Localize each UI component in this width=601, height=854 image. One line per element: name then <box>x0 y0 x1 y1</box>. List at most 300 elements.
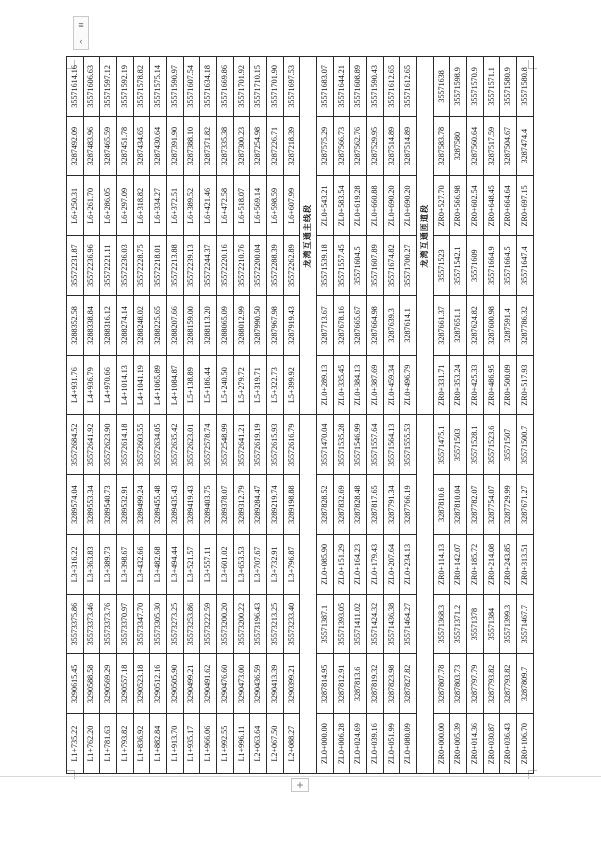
table-cell: L5+138.89 <box>183 355 200 415</box>
table-cell: 3290491.62 <box>200 654 217 714</box>
table-cell: 35571399.3 <box>500 594 517 654</box>
table-row <box>283 57 300 774</box>
table-row <box>67 57 84 774</box>
table-cell: 35571500.7 <box>517 415 534 475</box>
table-cell: 3287665.67 <box>350 296 367 356</box>
table-cell: ZR0+527.70 <box>433 176 450 236</box>
table-cell: 35573233.40 <box>283 594 300 654</box>
table-cell: 3287504.67 <box>500 116 517 176</box>
table-row <box>117 57 134 774</box>
table-cell: L3+389.73 <box>100 535 117 595</box>
table-cell: 35571614.16 <box>67 57 84 117</box>
table-cell: L4+970.66 <box>100 355 117 415</box>
table-cell: 35572228.75 <box>133 236 150 296</box>
menu-icon: ≡ <box>78 20 84 30</box>
table-cell: ZL0+234.13 <box>400 535 417 595</box>
table-cell: 35573347.70 <box>133 594 150 654</box>
table-cell: L3+796.87 <box>283 535 300 595</box>
table-cell: 3287814.95 <box>317 654 334 714</box>
table-cell: ZR0+214.08 <box>483 535 500 595</box>
table-cell: L1+913.70 <box>167 714 184 774</box>
table-cell: 3289435.43 <box>167 475 184 535</box>
table-cell: ZL0+690.20 <box>400 176 417 236</box>
table-cell: L3+653.53 <box>233 535 250 595</box>
table-cell: ZL0+207.64 <box>383 535 400 595</box>
table-cell: 35572684.52 <box>67 415 84 475</box>
table-cell: 35572220.16 <box>217 236 234 296</box>
table-cell: 35572641.21 <box>233 415 250 475</box>
add-page-button[interactable] <box>291 778 309 792</box>
table-row <box>200 57 217 774</box>
table-cell: ZR0+486.95 <box>483 355 500 415</box>
table-cell: 35573375.86 <box>67 594 84 654</box>
table-cell: 35573370.97 <box>117 594 134 654</box>
table-cell: 35571393.05 <box>333 594 350 654</box>
table-cell: 3289455.48 <box>150 475 167 535</box>
table-cell: L6+318.82 <box>133 176 150 236</box>
table-cell: 35571607.89 <box>367 236 384 296</box>
table-cell: 3287782.07 <box>467 475 484 535</box>
table-cell: L6+518.07 <box>233 176 250 236</box>
table-row <box>100 57 117 774</box>
table-cell: 3287451.78 <box>117 116 134 176</box>
table-cell: L4+931.76 <box>67 355 84 415</box>
table-cell: 35572614.18 <box>117 415 134 475</box>
table-cell: ZR0+114.13 <box>433 535 450 595</box>
table-cell: 35571542.1 <box>450 236 467 296</box>
table-cell: L3+316.22 <box>67 535 84 595</box>
table-cell: L5+322.73 <box>267 355 284 415</box>
table-cell: 35571371.2 <box>450 594 467 654</box>
table-cell: 35571664.5 <box>500 236 517 296</box>
table-cell: 35571387.1 <box>317 594 334 654</box>
table-cell: 3287827.82 <box>400 654 417 714</box>
table-cell: 35571557.45 <box>333 236 350 296</box>
table-cell: 35573305.30 <box>150 594 167 654</box>
table-cell: 3287754.07 <box>483 475 500 535</box>
table-row <box>133 57 150 774</box>
table-cell: 3290476.60 <box>217 654 234 714</box>
table-cell: 3287791.34 <box>383 475 400 535</box>
table-cell: ZL0+151.29 <box>333 535 350 595</box>
table-cell: ZL0+496.79 <box>400 355 417 415</box>
table-cell: 3287226.71 <box>267 116 284 176</box>
table-cell: ZR0+000.00 <box>433 714 450 774</box>
table-cell: ZR0+517.93 <box>517 355 534 415</box>
table-row <box>367 57 384 774</box>
table-cell: 35571669.86 <box>217 57 234 117</box>
table-cell: 3287300.23 <box>233 116 250 176</box>
table-cell: L6+286.05 <box>100 176 117 236</box>
table-cell: 35571467.7 <box>517 594 534 654</box>
table-cell: L6+421.46 <box>200 176 217 236</box>
table-cell: L1+793.82 <box>117 714 134 774</box>
table-cell: 3287919.43 <box>283 296 300 356</box>
table-cell: 35571590.43 <box>367 57 384 117</box>
table-cell: 35571701.92 <box>233 57 250 117</box>
table-cell: 35571674.82 <box>383 236 400 296</box>
table-cell: 35572221.11 <box>100 236 117 296</box>
coordinate-table <box>66 56 534 774</box>
table-cell: ZL0+179.43 <box>367 535 384 595</box>
table-row <box>83 57 100 774</box>
table-cell: L3+521.57 <box>183 535 200 595</box>
table-cell: 35571464.27 <box>400 594 417 654</box>
table-cell: ZL0+039.16 <box>367 714 384 774</box>
table-cell: L3+601.02 <box>217 535 234 595</box>
table-cell: 35571606.63 <box>83 57 100 117</box>
table-cell: 35572578.74 <box>200 415 217 475</box>
table-cell: 35572634.05 <box>150 415 167 475</box>
coordinate-table-body <box>67 57 534 774</box>
table-cell: 3290413.39 <box>267 654 284 714</box>
table-cell: 35573213.25 <box>267 594 284 654</box>
table-cell: 3290436.59 <box>250 654 267 714</box>
table-cell: L6+250.31 <box>67 176 84 236</box>
table-cell: ZR0+500.09 <box>500 355 517 415</box>
page-bottom-divider <box>0 776 601 777</box>
table-cell: ZR0+353.24 <box>450 355 467 415</box>
table-row <box>233 57 250 774</box>
table-cell: 35571424.32 <box>367 594 384 654</box>
table-cell: 35571411.02 <box>350 594 367 654</box>
table-cell: 3289532.91 <box>117 475 134 535</box>
table-cell: 3287566.73 <box>333 116 350 176</box>
table-cell: 3287793.82 <box>483 654 500 714</box>
table-cell: L3+363.83 <box>83 535 100 595</box>
table-cell: 3288225.65 <box>150 296 167 356</box>
table-cell: 3287807.78 <box>433 654 450 714</box>
table-cell: 3287671.27 <box>517 475 534 535</box>
table-cell: 35572619.19 <box>250 415 267 475</box>
table-row <box>500 57 517 774</box>
table-cell: 35571607.54 <box>183 57 200 117</box>
table-cell: ZR0+142.07 <box>450 535 467 595</box>
table-cell: ZR0+566.98 <box>450 176 467 236</box>
table-cell: ZL0+006.28 <box>333 714 350 774</box>
table-cell: 3287664.98 <box>367 296 384 356</box>
table-cell: L6+297.09 <box>117 176 134 236</box>
table-cell: L6+334.27 <box>150 176 167 236</box>
table-cell: L2+063.64 <box>250 714 267 774</box>
table-cell: ZR0+005.39 <box>450 714 467 774</box>
table-cell: 35571664.9 <box>483 236 500 296</box>
table-row <box>267 57 284 774</box>
table-cell: 35572236.96 <box>83 236 100 296</box>
table-cell: 3287583.78 <box>433 116 450 176</box>
table-cell: 3288248.02 <box>133 296 150 356</box>
table-cell: 3287218.39 <box>283 116 300 176</box>
table-cell: 3287810.04 <box>450 475 467 535</box>
table-cell: 35571470.04 <box>317 415 334 475</box>
table-cell: 35571539.18 <box>317 236 334 296</box>
table-cell: 3287254.98 <box>250 116 267 176</box>
table-cell: 3287391.90 <box>167 116 184 176</box>
table-cell: 3287823.98 <box>383 654 400 714</box>
table-row <box>167 57 184 774</box>
table-cell: L4+1065.89 <box>150 355 167 415</box>
table-cell: ZL0+619.28 <box>350 176 367 236</box>
table-cell: 3287832.69 <box>333 475 350 535</box>
table-cell: L3+494.44 <box>167 535 184 595</box>
table-cell: 35571634.18 <box>200 57 217 117</box>
table-cell: L6+472.58 <box>217 176 234 236</box>
table-cell: 3290505.90 <box>167 654 184 714</box>
table-cell: L5+319.71 <box>250 355 267 415</box>
table-row <box>150 57 167 774</box>
table-cell: L5+399.92 <box>283 355 300 415</box>
table-cell: 3287813.6 <box>350 654 367 714</box>
table-cell: 3287809.7 <box>517 654 534 714</box>
table-cell: L3+732.91 <box>267 535 284 595</box>
table-cell: 3287661.37 <box>433 296 450 356</box>
table-row <box>217 57 234 774</box>
table-cell: 3290399.21 <box>283 654 300 714</box>
table-cell: L5+240.50 <box>217 355 234 415</box>
table-cell: 3289198.88 <box>283 475 300 535</box>
table-cell: 35572623.01 <box>183 415 200 475</box>
table-cell: L6+261.70 <box>83 176 100 236</box>
table-cell: ZL0+690.20 <box>383 176 400 236</box>
table-cell: 35573196.43 <box>250 594 267 654</box>
document-page <box>66 56 534 774</box>
table-cell: L5+279.72 <box>233 355 250 415</box>
table-cell: L6+607.99 <box>283 176 300 236</box>
table-cell: 35571475.1 <box>433 415 450 475</box>
table-cell: 35571557.64 <box>367 415 384 475</box>
table-cell: 35572288.39 <box>267 236 284 296</box>
table-cell: ZR0+243.85 <box>500 535 517 595</box>
table-cell: 3287600.98 <box>483 296 500 356</box>
table-cell: 35572548.99 <box>217 415 234 475</box>
table-cell: ZL0+289.13 <box>317 355 334 415</box>
table-cell: L1+762.20 <box>83 714 100 774</box>
table-cell: ZL0+024.69 <box>350 714 367 774</box>
table-cell: 3287371.82 <box>200 116 217 176</box>
table-cell: 3290512.16 <box>150 654 167 714</box>
table-cell: L6+372.51 <box>167 176 184 236</box>
table-cell: 35571609 <box>467 236 484 296</box>
table-cell: 3287797.79 <box>467 654 484 714</box>
table-cell: ZL0+335.45 <box>333 355 350 415</box>
table-row <box>483 57 500 774</box>
table-cell: 3287474.4 <box>517 116 534 176</box>
table-cell: ZL0+051.99 <box>383 714 400 774</box>
table-cell: 35571644.21 <box>333 57 350 117</box>
table-row <box>400 57 417 774</box>
table-cell: 3289219.74 <box>267 475 284 535</box>
table-cell: 35571368.3 <box>433 594 450 654</box>
table-cell: 3287639.3 <box>383 296 400 356</box>
table-row <box>467 57 484 774</box>
table-cell: 3287465.59 <box>100 116 117 176</box>
table-cell: 35571580.9 <box>500 57 517 117</box>
table-cell: L6+598.59 <box>267 176 284 236</box>
table-cell: 35571575.14 <box>150 57 167 117</box>
table-cell: 35571700.27 <box>400 236 417 296</box>
table-cell: 35572239.13 <box>183 236 200 296</box>
table-cell: 3287624.82 <box>467 296 484 356</box>
table-row <box>350 57 367 774</box>
table-cell: 35573273.25 <box>167 594 184 654</box>
table-cell: ZL0+384.13 <box>350 355 367 415</box>
table-cell: 3287793.82 <box>500 654 517 714</box>
table-cell: ZR0+036.43 <box>500 714 517 774</box>
table-cell: 3287529.95 <box>367 116 384 176</box>
table-cell: 35571523.6 <box>483 415 500 475</box>
table-cell: 35571612.65 <box>400 57 417 117</box>
table-cell: 3290569.29 <box>100 654 117 714</box>
page-toggle-button[interactable] <box>73 16 89 50</box>
table-cell: ZL0+085.90 <box>317 535 334 595</box>
table-cell: 3288012.99 <box>233 296 250 356</box>
table-cell: ZL0+387.69 <box>367 355 384 415</box>
table-cell: L1+966.06 <box>200 714 217 774</box>
table-cell: 35572262.89 <box>283 236 300 296</box>
table-cell: ZR0+602.54 <box>467 176 484 236</box>
table-cell: 3289553.34 <box>83 475 100 535</box>
table-cell: 35573200.20 <box>217 594 234 654</box>
table-cell: 35572236.03 <box>117 236 134 296</box>
table-cell: 35571604.5 <box>350 236 367 296</box>
table-cell: 3289419.43 <box>183 475 200 535</box>
table-cell: 3290557.18 <box>117 654 134 714</box>
table-cell: ZR0+030.87 <box>483 714 500 774</box>
table-cell: 35572641.92 <box>83 415 100 475</box>
table-cell: 3289378.07 <box>217 475 234 535</box>
table-cell: 3288065.09 <box>217 296 234 356</box>
table-cell: 35572623.90 <box>100 415 117 475</box>
table-cell: 35572615.93 <box>267 415 284 475</box>
table-row <box>383 57 400 774</box>
table-cell: 3288113.20 <box>200 296 217 356</box>
table-cell: 35572213.88 <box>167 236 184 296</box>
table-cell: ZL0+543.21 <box>317 176 334 236</box>
table-cell: 3288352.58 <box>67 296 84 356</box>
table-cell: 35571378 <box>467 594 484 654</box>
table-cell: ZL0+164.23 <box>350 535 367 595</box>
table-cell: L1+836.92 <box>133 714 150 774</box>
table-cell: L4+1084.87 <box>167 355 184 415</box>
table-row <box>333 57 350 774</box>
table-cell: L1+992.55 <box>217 714 234 774</box>
table-cell: ZR0+697.15 <box>517 176 534 236</box>
blank-cell <box>417 415 434 774</box>
table-cell: 3287483.96 <box>83 116 100 176</box>
blank-cell <box>300 415 317 774</box>
table-cell: 35571523 <box>433 236 450 296</box>
table-cell: 35573222.59 <box>200 594 217 654</box>
table-cell: 35571578.82 <box>133 57 150 117</box>
table-row <box>433 57 450 774</box>
table-cell: 35571590.97 <box>167 57 184 117</box>
table-cell: 35571570.9 <box>467 57 484 117</box>
section-label-mainline: 龙湾互通主线段 <box>300 57 317 416</box>
table-cell: 35573253.86 <box>183 594 200 654</box>
table-cell: 3287335.38 <box>217 116 234 176</box>
table-cell: 3287614.1 <box>400 296 417 356</box>
table-cell: L3+482.68 <box>150 535 167 595</box>
table-cell: 3288207.66 <box>167 296 184 356</box>
table-cell: 35572231.87 <box>67 236 84 296</box>
table-cell: L6+569.14 <box>250 176 267 236</box>
table-cell: 3290473.00 <box>233 654 250 714</box>
table-cell: 3290615.45 <box>67 654 84 714</box>
table-cell: 3287990.50 <box>250 296 267 356</box>
table-cell: L4+936.79 <box>83 355 100 415</box>
table-cell: ZR0+664.64 <box>500 176 517 236</box>
table-cell: 3287812.91 <box>333 654 350 714</box>
table-cell: 35571571.1 <box>483 57 500 117</box>
table-cell: ZR0+425.33 <box>467 355 484 415</box>
table-cell: L3+398.67 <box>117 535 134 595</box>
table-cell: 35571436.38 <box>383 594 400 654</box>
table-cell: 35571710.15 <box>250 57 267 117</box>
table-cell: L1+781.63 <box>100 714 117 774</box>
table-cell: 35573373.46 <box>83 594 100 654</box>
table-cell: ZR0+648.45 <box>483 176 500 236</box>
table-cell: 35571592.19 <box>117 57 134 117</box>
table-cell: L4+1014.13 <box>117 355 134 415</box>
table-cell: ZR0+331.71 <box>433 355 450 415</box>
section-label-ramp: 龙湾互通匝道段 <box>417 57 434 416</box>
table-cell: 35571555.53 <box>400 415 417 475</box>
table-row <box>250 57 267 774</box>
table-cell: L3+707.67 <box>250 535 267 595</box>
table-cell: ZL0+660.88 <box>367 176 384 236</box>
table-cell: 35571564.13 <box>383 415 400 475</box>
table-cell: 3287562.76 <box>350 116 367 176</box>
table-cell: L3+557.11 <box>200 535 217 595</box>
chevron-left-icon: ‹ <box>79 36 83 46</box>
table-cell: 35571638 <box>433 57 450 117</box>
table-cell: 35572210.76 <box>233 236 250 296</box>
table-cell: L3+432.66 <box>133 535 150 595</box>
table-cell: 35573373.76 <box>100 594 117 654</box>
table-cell: 3289312.79 <box>233 475 250 535</box>
table-cell: 35572603.55 <box>133 415 150 475</box>
table-cell: 3287580 <box>450 116 467 176</box>
table-row <box>317 57 334 774</box>
section-label-mainline-row <box>300 57 317 774</box>
table-cell: ZR0+313.51 <box>517 535 534 595</box>
table-cell: 35571597.12 <box>100 57 117 117</box>
table-cell: ZL0+459.34 <box>383 355 400 415</box>
table-cell: 3287729.99 <box>500 475 517 535</box>
table-cell: 3287819.32 <box>367 654 384 714</box>
table-row <box>517 57 534 774</box>
table-cell: 35571608.89 <box>350 57 367 117</box>
table-row <box>450 57 467 774</box>
table-cell: 3287575.29 <box>317 116 334 176</box>
table-cell: 35572635.42 <box>167 415 184 475</box>
section-label-ramp-row <box>417 57 434 774</box>
table-cell: 3288159.00 <box>183 296 200 356</box>
table-cell: 3288316.12 <box>100 296 117 356</box>
table-cell: L1+882.84 <box>150 714 167 774</box>
table-cell: L2+067.50 <box>267 714 284 774</box>
table-cell: L1+935.17 <box>183 714 200 774</box>
table-cell: 3290523.18 <box>133 654 150 714</box>
table-cell: 3287786.32 <box>517 296 534 356</box>
table-cell: 3287434.65 <box>133 116 150 176</box>
table-cell: 35571384 <box>483 594 500 654</box>
table-cell: 35572244.37 <box>200 236 217 296</box>
table-cell: 3290588.58 <box>83 654 100 714</box>
rotated-table-container <box>66 56 534 774</box>
table-cell: L2+088.27 <box>283 714 300 774</box>
table-cell: 3287591.4 <box>500 296 517 356</box>
